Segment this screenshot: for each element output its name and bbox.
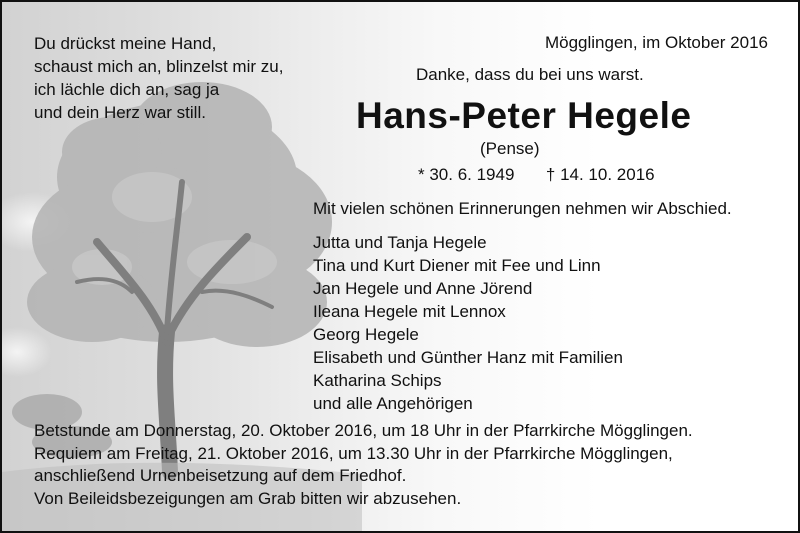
farewell-line: Mit vielen schönen Erinnerungen nehmen wir Abschied. xyxy=(313,199,732,218)
poem-line: ich lächle dich an, sag ja xyxy=(34,80,220,99)
mourner-item: Katharina Schips xyxy=(313,371,442,390)
life-dates xyxy=(418,164,655,186)
mourner-item: Ileana Hegele mit Lennox xyxy=(313,302,506,321)
deceased-name: Hans-Peter Hegele xyxy=(356,95,692,136)
poem-line: schaust mich an, blinzelst mir zu, xyxy=(34,57,284,76)
birth-date: * 30. 6. 1949 xyxy=(418,165,515,184)
mourner-item: Georg Hegele xyxy=(313,325,419,344)
place-date: Mögglingen, im Oktober 2016 xyxy=(544,33,768,52)
mourner-item: und alle Angehörigen xyxy=(313,394,473,413)
poem-line: und dein Herz war still. xyxy=(34,103,206,122)
mourner-item: Tina und Kurt Diener mit Fee und Linn xyxy=(313,256,601,275)
mourner-item: Jan Hegele und Anne Jörend xyxy=(313,279,533,298)
mourner-item: Elisabeth und Günther Hanz mit Familien xyxy=(313,348,623,367)
service-line: anschließend Urnenbeisetzung auf dem Friedhof. xyxy=(34,466,407,485)
service-line: Betstunde am Donnerstag, 20. Oktober 2016, um 18 Uhr in der Pfarrkirche Mögglingen. xyxy=(34,421,693,440)
deceased-nickname: (Pense) xyxy=(480,139,540,158)
mourner-item: Jutta und Tanja Hegele xyxy=(313,233,487,252)
service-info xyxy=(34,420,693,510)
service-line: Requiem am Freitag, 21. Oktober 2016, um 13.30 Uhr in der Pfarrkirche Mögglingen, xyxy=(34,443,673,463)
mourners-list xyxy=(313,231,623,415)
death-date: † 14. 10. 2016 xyxy=(545,165,655,184)
poem-line: Du drückst meine Hand, xyxy=(34,34,217,53)
poem xyxy=(34,32,283,124)
thanks-line: Danke, dass du bei uns warst. xyxy=(416,65,644,84)
service-line: Von Beileidsbezeigungen am Grab bitten wir abzusehen. xyxy=(34,488,462,508)
